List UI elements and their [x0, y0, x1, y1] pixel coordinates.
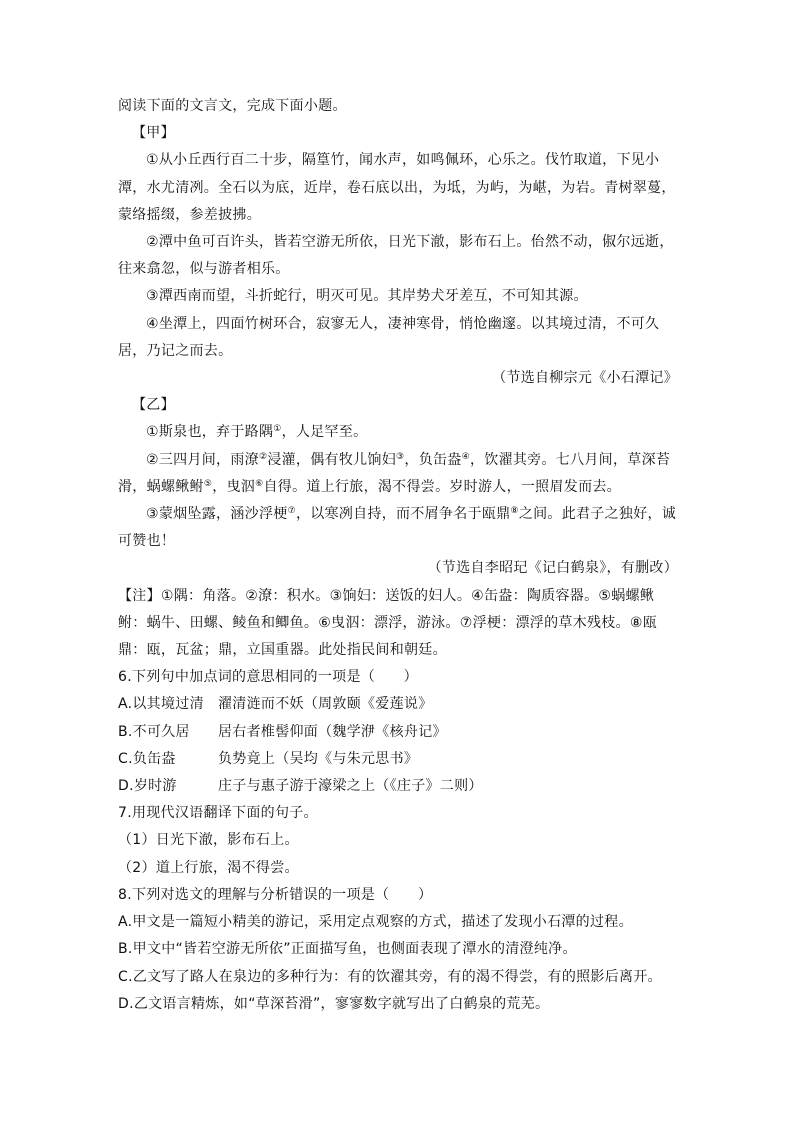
passage-yi-paragraph-1: ①斯泉也，弃于路隅①，人足罕至。	[146, 424, 368, 441]
footnote-marker: ①	[273, 424, 282, 435]
question-8-option-d: D.乙文语言精炼，如“草深苔滑”，寥寥数字就写出了白鹤泉的荒芜。	[118, 995, 550, 1012]
footnote-marker: ②	[258, 451, 268, 462]
passage-yi-header: 【乙】	[132, 397, 175, 414]
question-6-option-b: B.不可久居 居右者椎髻仰面（魏学洢《核舟记》	[118, 723, 447, 740]
footnote-marker: ④	[461, 451, 470, 462]
passage-jia-source: （节选自柳宗元《小石潭记》	[492, 370, 678, 387]
footnote-marker: ⑥	[255, 478, 264, 489]
passage-jia-paragraph-3: ③潭西南而望，斗折蛇行，明灭可见。其岸势犬牙差互，不可知其源。	[146, 288, 588, 305]
intro-instruction: 阅读下面的文言文，完成下面小题。	[118, 98, 347, 114]
question-6-option-d: D.岁时游 庄子与惠子游于濠梁之上（《庄子》二则）	[118, 778, 483, 795]
question-8-stem: 8.下列对选文的理解与分析错误的一项是（ ）	[118, 886, 433, 903]
question-6-stem: 6.下列句中加点词的意思相同的一项是（ ）	[118, 669, 418, 686]
passage-yi-paragraph-2: ②三四月间，雨潦②浸灌，偶有牧儿饷妇③，负缶盎④，饮濯其旁。七八月间，草深苔滑，蜗螺鳅鲋⑤，曳泅⑥自得。道上行旅，渴不得尝。岁时游人，一照眉发而去。	[118, 451, 671, 495]
passage-yi-source: （节选自李昭玘《记白鹤泉》，有删改）	[427, 560, 678, 577]
passage-jia-header: 【甲】	[132, 125, 175, 142]
exam-content	[118, 93, 678, 1018]
passage-yi-paragraph-3: ③蒙烟坠露，涵沙浮梗⑦，以寒冽自持，而不屑争名于瓯鼎⑧之间。此君子之独好，诚可赞也！	[118, 506, 677, 550]
footnotes	[118, 583, 678, 665]
question-7-item-2: （2）道上行旅，渴不得尝。	[118, 859, 299, 876]
passage-jia-paragraph-1: ①从小丘西行百二十步，隔篁竹，闻水声，如鸣佩环，心乐之。伐竹取道，下见小潭，水尤清冽。全石以为底，近岸，卷石底以出，为坻，为屿，为嵁，为岩。青树翠蔓，蒙络摇缀，参差披拂。	[118, 152, 676, 223]
question-7-stem: 7.用现代汉语翻译下面的句子。	[118, 805, 318, 822]
footnote-marker: ⑤	[203, 478, 213, 489]
question-8-option-b: B.甲文中“皆若空游无所依”正面描写鱼，也侧面表现了潭水的清澄纯净。	[118, 941, 577, 958]
question-7-item-1: （1）日光下澈，影布石上。	[118, 832, 299, 849]
footnote-marker: ⑦	[287, 506, 296, 517]
passage-jia-paragraph-2: ②潭中鱼可百许头，皆若空游无所依，日光下澈，影布石上。佁然不动，俶尔远逝，往来翕忽，似与游者相乐。	[118, 234, 674, 278]
question-8-option-a: A.甲文是一篇短小精美的游记，采用定点观察的方式，描述了发现小石潭的过程。	[118, 914, 633, 931]
footnote-label: 【注】	[118, 587, 161, 604]
footnote-marker: ⑧	[510, 506, 519, 517]
question-6-option-c: C.负缶盎 负势竟上（吴均《与朱元思书》	[118, 750, 419, 767]
footnote-marker: ③	[396, 451, 405, 462]
footnote-text: ①隅：角落。②潦：积水。③饷妇：送饭的妇人。④缶盎：陶质容器。⑤蜗螺鳅鲋：蜗牛、田螺、鲮鱼和鲫鱼。⑥曳泅：漂浮，游泳。⑦浮梗：漂浮的草木残枝。⑧瓯鼎：瓯，瓦盆；鼎，立国重器。此处指民间和朝廷。	[118, 587, 658, 659]
passage-jia-paragraph-4: ④坐潭上，四面竹树环合，寂寥无人，凄神寒骨，悄怆幽邃。以其境过清，不可久居，乃记之而去。	[118, 315, 660, 359]
question-6-option-a: A.以其境过清 濯清涟而不妖（周敦颐《爱莲说》	[118, 696, 433, 713]
question-8-option-c: C.乙文写了路人在泉边的多种行为：有的饮濯其旁，有的渴不得尝，有的照影后离开。	[118, 968, 662, 985]
